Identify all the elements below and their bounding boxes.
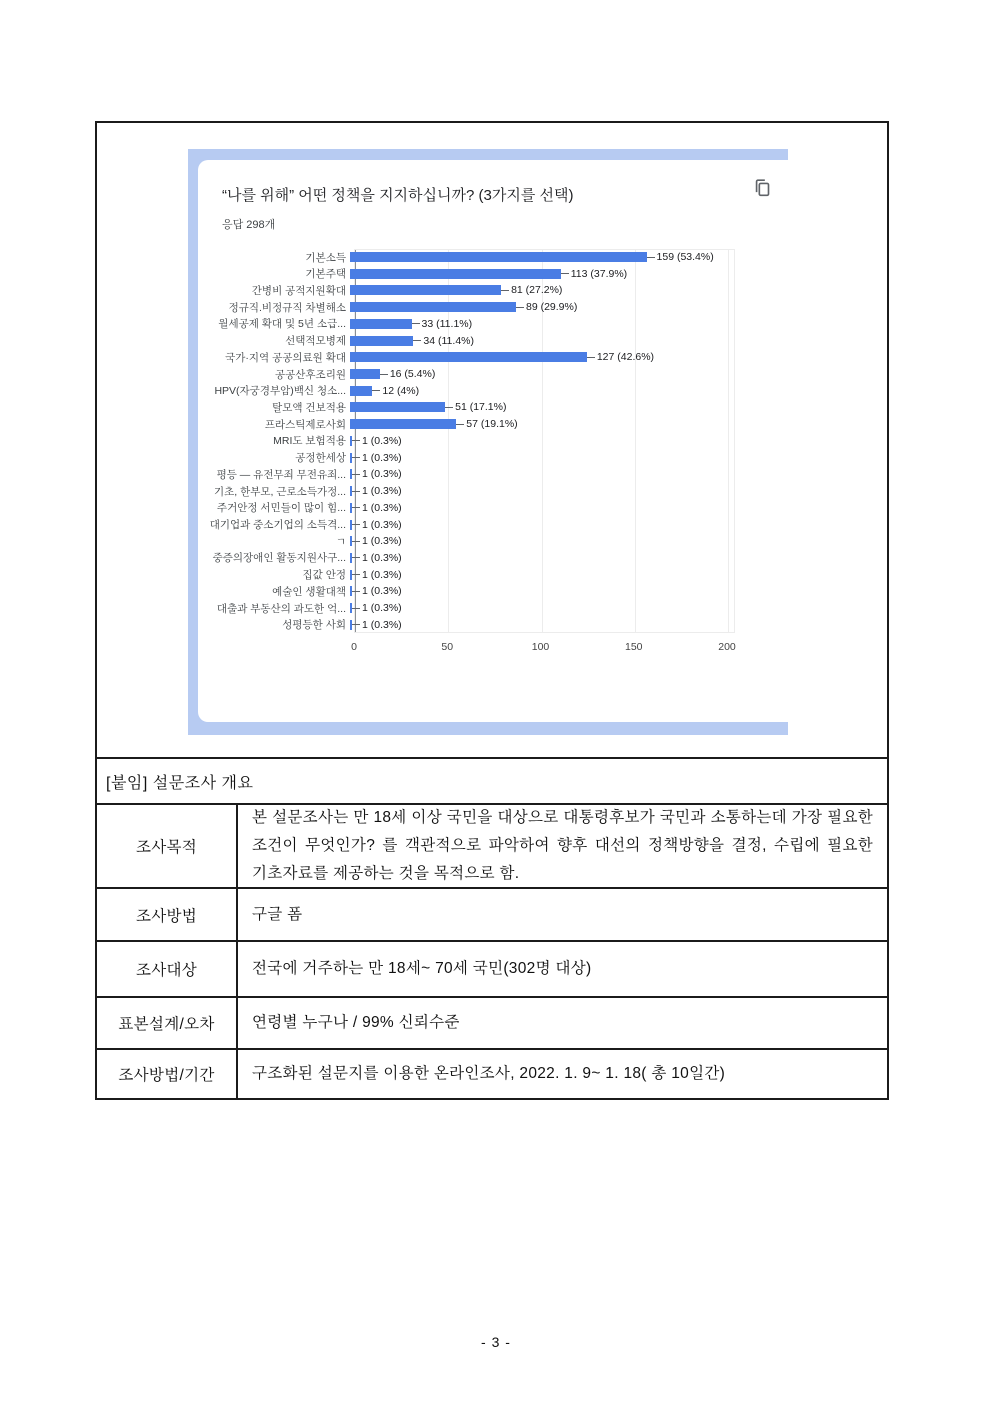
table-row — [97, 998, 887, 1050]
chart-row — [198, 249, 788, 265]
leader-line — [352, 557, 360, 558]
form-screenshot — [188, 149, 788, 735]
document-table — [95, 121, 889, 1100]
leader-line — [352, 608, 360, 609]
bar-zone — [350, 299, 577, 315]
chart-row — [198, 466, 788, 482]
bar — [350, 402, 445, 412]
row-value: 연령별 누구나 / 99% 신뢰수준 — [252, 1014, 460, 1032]
value-label: 1 (0.3%) — [362, 585, 402, 598]
x-tick-label: 100 — [531, 641, 550, 653]
chart-row — [198, 333, 788, 349]
leader-line — [352, 507, 360, 508]
category-label: 간병비 공적지원확대 — [251, 284, 346, 297]
row-value: 전국에 거주하는 만 18세~ 70세 국민(302명 대상) — [252, 960, 592, 978]
category-label: 대출과 부동산의 과도한 억... — [216, 602, 346, 615]
leader-line — [561, 273, 569, 274]
chart-cell — [97, 123, 887, 759]
row-label: 조사대상 — [97, 942, 238, 996]
category-label: 탈모액 건보적용 — [272, 401, 346, 414]
value-label: 1 (0.3%) — [362, 451, 402, 464]
row-label: 표본설계/오차 — [97, 998, 238, 1048]
form-chart-card — [198, 160, 788, 722]
chart-title: “나를 위해” 어떤 정책을 지지하십니까? (3가지를 선택) — [222, 187, 574, 204]
bar-zone — [350, 249, 714, 265]
bar-zone — [350, 583, 402, 599]
category-label: 공공산후조리원 — [274, 368, 346, 381]
bar — [350, 336, 413, 346]
x-axis-ticks — [351, 641, 736, 657]
leader-line — [516, 307, 524, 308]
bar-zone — [350, 399, 506, 415]
bar-zone — [350, 600, 402, 616]
value-label: 33 (11.1%) — [421, 317, 473, 330]
bar-zone — [350, 500, 402, 516]
chart-row — [198, 617, 788, 633]
bar — [350, 269, 561, 279]
leader-line — [372, 390, 380, 391]
chart-row — [198, 483, 788, 499]
value-label: 127 (42.6%) — [596, 351, 655, 364]
chart-row — [198, 366, 788, 382]
leader-line — [587, 357, 595, 358]
copy-button[interactable] — [750, 176, 776, 202]
value-label: 57 (19.1%) — [466, 418, 518, 431]
value-label: 159 (53.4%) — [656, 251, 714, 263]
value-label: 81 (27.2%) — [511, 284, 563, 297]
bar-zone — [350, 483, 402, 499]
category-label: 선택적모병제 — [285, 335, 346, 348]
value-label: 1 (0.3%) — [362, 434, 402, 447]
bar-zone — [350, 433, 402, 449]
chart-row — [198, 416, 788, 432]
category-label: HPV(자궁경부암)백신 청소... — [214, 385, 346, 398]
category-label: 공정한세상 — [295, 452, 346, 465]
value-label: 1 (0.3%) — [362, 602, 402, 615]
chart-row — [198, 433, 788, 449]
value-label: 12 (4%) — [382, 384, 420, 397]
category-label: 주거안정 서민들이 많이 힘... — [216, 502, 346, 515]
bar — [350, 352, 587, 362]
bar — [350, 386, 372, 396]
chart-row — [198, 583, 788, 599]
bar-zone — [350, 567, 402, 583]
bar — [350, 252, 647, 262]
chart-row — [198, 299, 788, 315]
bar-zone — [350, 266, 627, 282]
chart-row — [198, 316, 788, 332]
category-label: 중증의장애인 활동지원사구... — [212, 552, 346, 565]
category-label: 성평등한 사회 — [282, 619, 346, 632]
value-label: 16 (5.4%) — [389, 368, 436, 381]
bar-zone — [350, 517, 402, 533]
bar-zone — [350, 282, 562, 298]
category-label: 기본주택 — [305, 268, 346, 281]
chart-row — [198, 266, 788, 282]
row-label: 조사방법 — [97, 889, 238, 940]
bar-zone — [350, 466, 402, 482]
chart-row — [198, 399, 788, 415]
leader-line — [352, 591, 360, 592]
leader-line — [456, 424, 464, 425]
value-label: 1 (0.3%) — [362, 485, 402, 498]
category-label: 월세공제 확대 및 5년 소급... — [218, 318, 346, 331]
bar-zone — [350, 617, 402, 633]
leader-line — [352, 624, 360, 625]
bar-zone — [350, 533, 402, 549]
chart-row — [198, 517, 788, 533]
value-label: 1 (0.3%) — [362, 551, 402, 564]
row-value: 구조화된 설문지를 이용한 온라인조사, 2022. 1. 9~ 1. 18( 총 10일간) — [252, 1065, 726, 1083]
chart-row — [198, 450, 788, 466]
row-value: 본 설문조사는 만 18세 이상 국민을 대상으로 대통령후보가 국민과 소통하는데 가장 필요한 조건이 무엇인가? 를 객관적으로 파악하여 향후 대선의 정책방향을 결정, 수립에 필요한 기초자료를 제공하는 것을 목적으로 함. — [252, 809, 873, 882]
leader-line — [352, 457, 360, 458]
leader-line — [352, 491, 360, 492]
value-label: 1 (0.3%) — [362, 468, 402, 481]
category-label: 국가·지역 공공의료원 확대 — [225, 351, 346, 364]
chart-row — [198, 500, 788, 516]
chart-row — [198, 600, 788, 616]
value-label: 34 (11.4%) — [423, 334, 474, 347]
chart-row — [198, 349, 788, 365]
bar-zone — [350, 550, 402, 566]
table-row — [97, 889, 887, 942]
responses-count: 응답 298개 — [222, 219, 276, 231]
value-label: 51 (17.1%) — [455, 401, 507, 414]
leader-line — [412, 323, 420, 324]
chart-row — [198, 533, 788, 549]
bar-zone — [350, 366, 435, 382]
chart-row — [198, 282, 788, 298]
table-row — [97, 805, 887, 889]
bar-zone — [350, 333, 474, 349]
chart-row — [198, 567, 788, 583]
copy-icon — [752, 187, 774, 202]
value-label: 89 (29.9%) — [525, 301, 578, 314]
bar-zone — [350, 349, 654, 365]
bar — [350, 319, 412, 329]
category-label: ㄱ — [335, 535, 346, 548]
value-label: 1 (0.3%) — [362, 618, 402, 631]
page-number: - 3 - — [481, 1334, 511, 1350]
value-label: 1 (0.3%) — [362, 501, 402, 514]
bar — [350, 302, 516, 312]
leader-line — [352, 474, 360, 475]
category-label: 평등 — 유전무죄 무전유죄... — [216, 468, 346, 481]
row-value: 구글 폼 — [252, 905, 303, 923]
category-label: 예술인 생활대책 — [272, 585, 346, 598]
leader-line — [352, 440, 360, 441]
x-tick-label: 0 — [351, 641, 357, 653]
bar — [350, 285, 501, 295]
x-tick-label: 50 — [441, 641, 454, 653]
bar-zone — [350, 416, 518, 432]
leader-line — [352, 524, 360, 525]
category-label: 기본소득 — [305, 251, 346, 264]
category-label: 대기업과 중소기업의 소득격... — [209, 519, 346, 531]
leader-line — [352, 574, 360, 575]
x-tick-label: 150 — [624, 641, 643, 653]
bar-zone — [350, 316, 472, 332]
chart-row — [198, 383, 788, 399]
category-label: 기초, 한부모, 근로소득가정... — [214, 485, 346, 498]
table-row — [97, 942, 887, 998]
category-label: 정규직.비정규직 차별해소 — [228, 301, 346, 314]
leader-line — [445, 407, 453, 408]
row-label: 조사방법/기간 — [97, 1050, 238, 1098]
leader-line — [352, 541, 360, 542]
row-label: 조사목적 — [97, 805, 238, 887]
table-row — [97, 1050, 887, 1098]
category-label: 프라스틱제로사회 — [264, 418, 346, 431]
leader-line — [647, 257, 655, 258]
bar — [350, 419, 456, 429]
bar-zone — [350, 450, 402, 466]
leader-line — [380, 374, 388, 375]
leader-line — [413, 340, 421, 341]
leader-line — [501, 290, 509, 291]
attachment-heading: [붙임] 설문조사 개요 — [97, 759, 887, 805]
value-label: 1 (0.3%) — [362, 535, 402, 548]
bar — [350, 369, 380, 379]
chart-rows — [198, 249, 788, 633]
value-label: 1 (0.3%) — [362, 518, 402, 531]
category-label: 집값 안정 — [302, 569, 346, 582]
value-label: 1 (0.3%) — [362, 568, 402, 581]
bar-zone — [350, 383, 419, 399]
category-label: MRI도 보험적용 — [273, 435, 346, 448]
chart-row — [198, 550, 788, 566]
x-tick-label: 200 — [718, 641, 736, 653]
value-label: 113 (37.9%) — [570, 267, 628, 280]
